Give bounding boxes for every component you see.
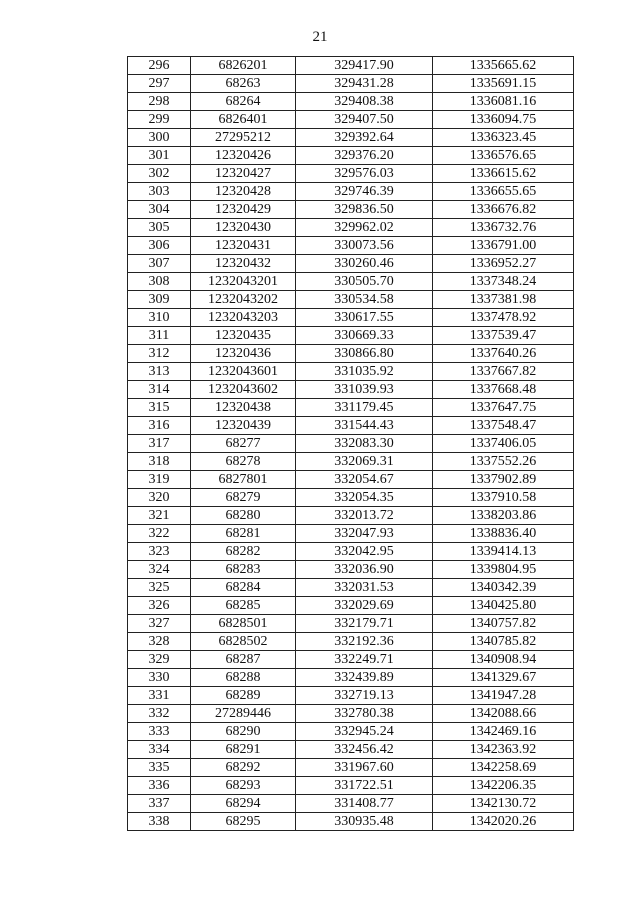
x-coordinate-cell: 332249.71	[296, 651, 433, 669]
point-number-cell: 327	[128, 615, 191, 633]
point-number-cell: 296	[128, 57, 191, 75]
x-coordinate-cell: 329836.50	[296, 201, 433, 219]
point-id-cell: 12320430	[191, 219, 296, 237]
y-coordinate-cell: 1342088.66	[433, 705, 574, 723]
y-coordinate-cell: 1337406.05	[433, 435, 574, 453]
x-coordinate-cell: 332179.71	[296, 615, 433, 633]
point-id-cell: 1232043601	[191, 363, 296, 381]
table-row	[128, 147, 574, 165]
point-number-cell: 326	[128, 597, 191, 615]
point-id-cell: 12320427	[191, 165, 296, 183]
point-id-cell: 12320431	[191, 237, 296, 255]
y-coordinate-cell: 1338836.40	[433, 525, 574, 543]
point-id-cell: 68277	[191, 435, 296, 453]
point-id-cell: 68281	[191, 525, 296, 543]
coordinates-table-body	[128, 57, 574, 831]
table-row	[128, 633, 574, 651]
table-row	[128, 453, 574, 471]
table-row	[128, 309, 574, 327]
point-number-cell: 335	[128, 759, 191, 777]
table-row	[128, 417, 574, 435]
y-coordinate-cell: 1337910.58	[433, 489, 574, 507]
y-coordinate-cell: 1336732.76	[433, 219, 574, 237]
table-row	[128, 687, 574, 705]
point-id-cell: 1232043203	[191, 309, 296, 327]
point-number-cell: 308	[128, 273, 191, 291]
table-row	[128, 363, 574, 381]
x-coordinate-cell: 330073.56	[296, 237, 433, 255]
y-coordinate-cell: 1337647.75	[433, 399, 574, 417]
point-id-cell: 68295	[191, 813, 296, 831]
table-row	[128, 399, 574, 417]
table-row	[128, 381, 574, 399]
point-id-cell: 68287	[191, 651, 296, 669]
point-id-cell: 1232043602	[191, 381, 296, 399]
y-coordinate-cell: 1337548.47	[433, 417, 574, 435]
x-coordinate-cell: 331408.77	[296, 795, 433, 813]
point-id-cell: 68292	[191, 759, 296, 777]
point-number-cell: 301	[128, 147, 191, 165]
point-id-cell: 68282	[191, 543, 296, 561]
point-number-cell: 321	[128, 507, 191, 525]
y-coordinate-cell: 1337381.98	[433, 291, 574, 309]
y-coordinate-cell: 1337902.89	[433, 471, 574, 489]
x-coordinate-cell: 331035.92	[296, 363, 433, 381]
point-number-cell: 310	[128, 309, 191, 327]
point-id-cell: 68278	[191, 453, 296, 471]
point-number-cell: 325	[128, 579, 191, 597]
y-coordinate-cell: 1340908.94	[433, 651, 574, 669]
table-row	[128, 219, 574, 237]
x-coordinate-cell: 332047.93	[296, 525, 433, 543]
point-id-cell: 68288	[191, 669, 296, 687]
point-id-cell: 68294	[191, 795, 296, 813]
table-row	[128, 435, 574, 453]
x-coordinate-cell: 329408.38	[296, 93, 433, 111]
y-coordinate-cell: 1336952.27	[433, 255, 574, 273]
point-id-cell: 68263	[191, 75, 296, 93]
table-row	[128, 489, 574, 507]
x-coordinate-cell: 332054.67	[296, 471, 433, 489]
x-coordinate-cell: 329407.50	[296, 111, 433, 129]
x-coordinate-cell: 331039.93	[296, 381, 433, 399]
point-number-cell: 312	[128, 345, 191, 363]
y-coordinate-cell: 1337552.26	[433, 453, 574, 471]
table-row	[128, 327, 574, 345]
x-coordinate-cell: 332013.72	[296, 507, 433, 525]
y-coordinate-cell: 1337478.92	[433, 309, 574, 327]
table-row	[128, 111, 574, 129]
x-coordinate-cell: 329417.90	[296, 57, 433, 75]
y-coordinate-cell: 1336791.00	[433, 237, 574, 255]
x-coordinate-cell: 332780.38	[296, 705, 433, 723]
table-row	[128, 75, 574, 93]
point-id-cell: 68264	[191, 93, 296, 111]
x-coordinate-cell: 331544.43	[296, 417, 433, 435]
point-number-cell: 300	[128, 129, 191, 147]
y-coordinate-cell: 1336676.82	[433, 201, 574, 219]
point-number-cell: 320	[128, 489, 191, 507]
x-coordinate-cell: 332456.42	[296, 741, 433, 759]
table-row	[128, 201, 574, 219]
x-coordinate-cell: 332192.36	[296, 633, 433, 651]
table-row	[128, 543, 574, 561]
y-coordinate-cell: 1342363.92	[433, 741, 574, 759]
point-number-cell: 332	[128, 705, 191, 723]
point-id-cell: 1232043201	[191, 273, 296, 291]
y-coordinate-cell: 1337539.47	[433, 327, 574, 345]
point-number-cell: 334	[128, 741, 191, 759]
y-coordinate-cell: 1336655.65	[433, 183, 574, 201]
point-number-cell: 329	[128, 651, 191, 669]
y-coordinate-cell: 1337640.26	[433, 345, 574, 363]
y-coordinate-cell: 1340342.39	[433, 579, 574, 597]
point-number-cell: 316	[128, 417, 191, 435]
point-number-cell: 297	[128, 75, 191, 93]
x-coordinate-cell: 331967.60	[296, 759, 433, 777]
point-id-cell: 27295212	[191, 129, 296, 147]
point-number-cell: 322	[128, 525, 191, 543]
point-number-cell: 302	[128, 165, 191, 183]
point-number-cell: 323	[128, 543, 191, 561]
table-row	[128, 705, 574, 723]
x-coordinate-cell: 331722.51	[296, 777, 433, 795]
table-row	[128, 57, 574, 75]
point-id-cell: 12320439	[191, 417, 296, 435]
y-coordinate-cell: 1337668.48	[433, 381, 574, 399]
x-coordinate-cell: 331179.45	[296, 399, 433, 417]
x-coordinate-cell: 332719.13	[296, 687, 433, 705]
point-number-cell: 331	[128, 687, 191, 705]
point-number-cell: 330	[128, 669, 191, 687]
table-row	[128, 93, 574, 111]
x-coordinate-cell: 329376.20	[296, 147, 433, 165]
x-coordinate-cell: 329392.64	[296, 129, 433, 147]
point-number-cell: 303	[128, 183, 191, 201]
y-coordinate-cell: 1341947.28	[433, 687, 574, 705]
coordinates-table	[127, 56, 574, 831]
point-number-cell: 306	[128, 237, 191, 255]
table-row	[128, 183, 574, 201]
table-row	[128, 273, 574, 291]
point-number-cell: 305	[128, 219, 191, 237]
point-id-cell: 68293	[191, 777, 296, 795]
point-id-cell: 12320432	[191, 255, 296, 273]
point-number-cell: 324	[128, 561, 191, 579]
point-id-cell: 6826201	[191, 57, 296, 75]
point-number-cell: 317	[128, 435, 191, 453]
y-coordinate-cell: 1342206.35	[433, 777, 574, 795]
x-coordinate-cell: 330617.55	[296, 309, 433, 327]
x-coordinate-cell: 330669.33	[296, 327, 433, 345]
table-row	[128, 561, 574, 579]
table-row	[128, 759, 574, 777]
point-id-cell: 68280	[191, 507, 296, 525]
point-id-cell: 68289	[191, 687, 296, 705]
table-row	[128, 723, 574, 741]
y-coordinate-cell: 1342130.72	[433, 795, 574, 813]
point-id-cell: 27289446	[191, 705, 296, 723]
table-row	[128, 165, 574, 183]
y-coordinate-cell: 1342469.16	[433, 723, 574, 741]
table-row	[128, 597, 574, 615]
x-coordinate-cell: 332036.90	[296, 561, 433, 579]
point-number-cell: 338	[128, 813, 191, 831]
point-number-cell: 299	[128, 111, 191, 129]
table-row	[128, 813, 574, 831]
x-coordinate-cell: 332054.35	[296, 489, 433, 507]
x-coordinate-cell: 329576.03	[296, 165, 433, 183]
x-coordinate-cell: 330534.58	[296, 291, 433, 309]
point-id-cell: 12320429	[191, 201, 296, 219]
point-id-cell: 12320438	[191, 399, 296, 417]
table-row	[128, 471, 574, 489]
table-row	[128, 255, 574, 273]
point-id-cell: 12320428	[191, 183, 296, 201]
y-coordinate-cell: 1336615.62	[433, 165, 574, 183]
y-coordinate-cell: 1335691.15	[433, 75, 574, 93]
point-id-cell: 12320435	[191, 327, 296, 345]
point-number-cell: 337	[128, 795, 191, 813]
y-coordinate-cell: 1336081.16	[433, 93, 574, 111]
page-number: 21	[312, 29, 328, 45]
table-row	[128, 741, 574, 759]
point-id-cell: 6828502	[191, 633, 296, 651]
x-coordinate-cell: 332069.31	[296, 453, 433, 471]
table-row	[128, 237, 574, 255]
point-number-cell: 314	[128, 381, 191, 399]
x-coordinate-cell: 330260.46	[296, 255, 433, 273]
point-number-cell: 315	[128, 399, 191, 417]
x-coordinate-cell: 329962.02	[296, 219, 433, 237]
x-coordinate-cell: 332042.95	[296, 543, 433, 561]
table-row	[128, 651, 574, 669]
y-coordinate-cell: 1342258.69	[433, 759, 574, 777]
point-id-cell: 12320436	[191, 345, 296, 363]
point-id-cell: 68291	[191, 741, 296, 759]
point-id-cell: 68279	[191, 489, 296, 507]
x-coordinate-cell: 330935.48	[296, 813, 433, 831]
table-row	[128, 129, 574, 147]
point-id-cell: 68284	[191, 579, 296, 597]
point-id-cell: 1232043202	[191, 291, 296, 309]
point-number-cell: 309	[128, 291, 191, 309]
point-id-cell: 6827801	[191, 471, 296, 489]
table-row	[128, 525, 574, 543]
point-number-cell: 328	[128, 633, 191, 651]
table-row	[128, 291, 574, 309]
y-coordinate-cell: 1340757.82	[433, 615, 574, 633]
point-number-cell: 333	[128, 723, 191, 741]
table-row	[128, 579, 574, 597]
y-coordinate-cell: 1339804.95	[433, 561, 574, 579]
y-coordinate-cell: 1339414.13	[433, 543, 574, 561]
table-row	[128, 669, 574, 687]
y-coordinate-cell: 1336576.65	[433, 147, 574, 165]
x-coordinate-cell: 329746.39	[296, 183, 433, 201]
y-coordinate-cell: 1340425.80	[433, 597, 574, 615]
point-id-cell: 6828501	[191, 615, 296, 633]
y-coordinate-cell: 1336094.75	[433, 111, 574, 129]
table-row	[128, 795, 574, 813]
point-id-cell: 12320426	[191, 147, 296, 165]
point-number-cell: 313	[128, 363, 191, 381]
table-row	[128, 507, 574, 525]
point-id-cell: 68290	[191, 723, 296, 741]
x-coordinate-cell: 330505.70	[296, 273, 433, 291]
y-coordinate-cell: 1340785.82	[433, 633, 574, 651]
x-coordinate-cell: 330866.80	[296, 345, 433, 363]
y-coordinate-cell: 1337348.24	[433, 273, 574, 291]
point-number-cell: 307	[128, 255, 191, 273]
x-coordinate-cell: 332031.53	[296, 579, 433, 597]
y-coordinate-cell: 1337667.82	[433, 363, 574, 381]
point-number-cell: 319	[128, 471, 191, 489]
table-row	[128, 615, 574, 633]
x-coordinate-cell: 332439.89	[296, 669, 433, 687]
x-coordinate-cell: 329431.28	[296, 75, 433, 93]
point-number-cell: 304	[128, 201, 191, 219]
point-id-cell: 6826401	[191, 111, 296, 129]
point-id-cell: 68285	[191, 597, 296, 615]
point-number-cell: 311	[128, 327, 191, 345]
y-coordinate-cell: 1335665.62	[433, 57, 574, 75]
point-number-cell: 318	[128, 453, 191, 471]
table-row	[128, 777, 574, 795]
point-number-cell: 298	[128, 93, 191, 111]
x-coordinate-cell: 332945.24	[296, 723, 433, 741]
x-coordinate-cell: 332029.69	[296, 597, 433, 615]
x-coordinate-cell: 332083.30	[296, 435, 433, 453]
y-coordinate-cell: 1338203.86	[433, 507, 574, 525]
y-coordinate-cell: 1342020.26	[433, 813, 574, 831]
table-row	[128, 345, 574, 363]
point-id-cell: 68283	[191, 561, 296, 579]
y-coordinate-cell: 1336323.45	[433, 129, 574, 147]
y-coordinate-cell: 1341329.67	[433, 669, 574, 687]
point-number-cell: 336	[128, 777, 191, 795]
